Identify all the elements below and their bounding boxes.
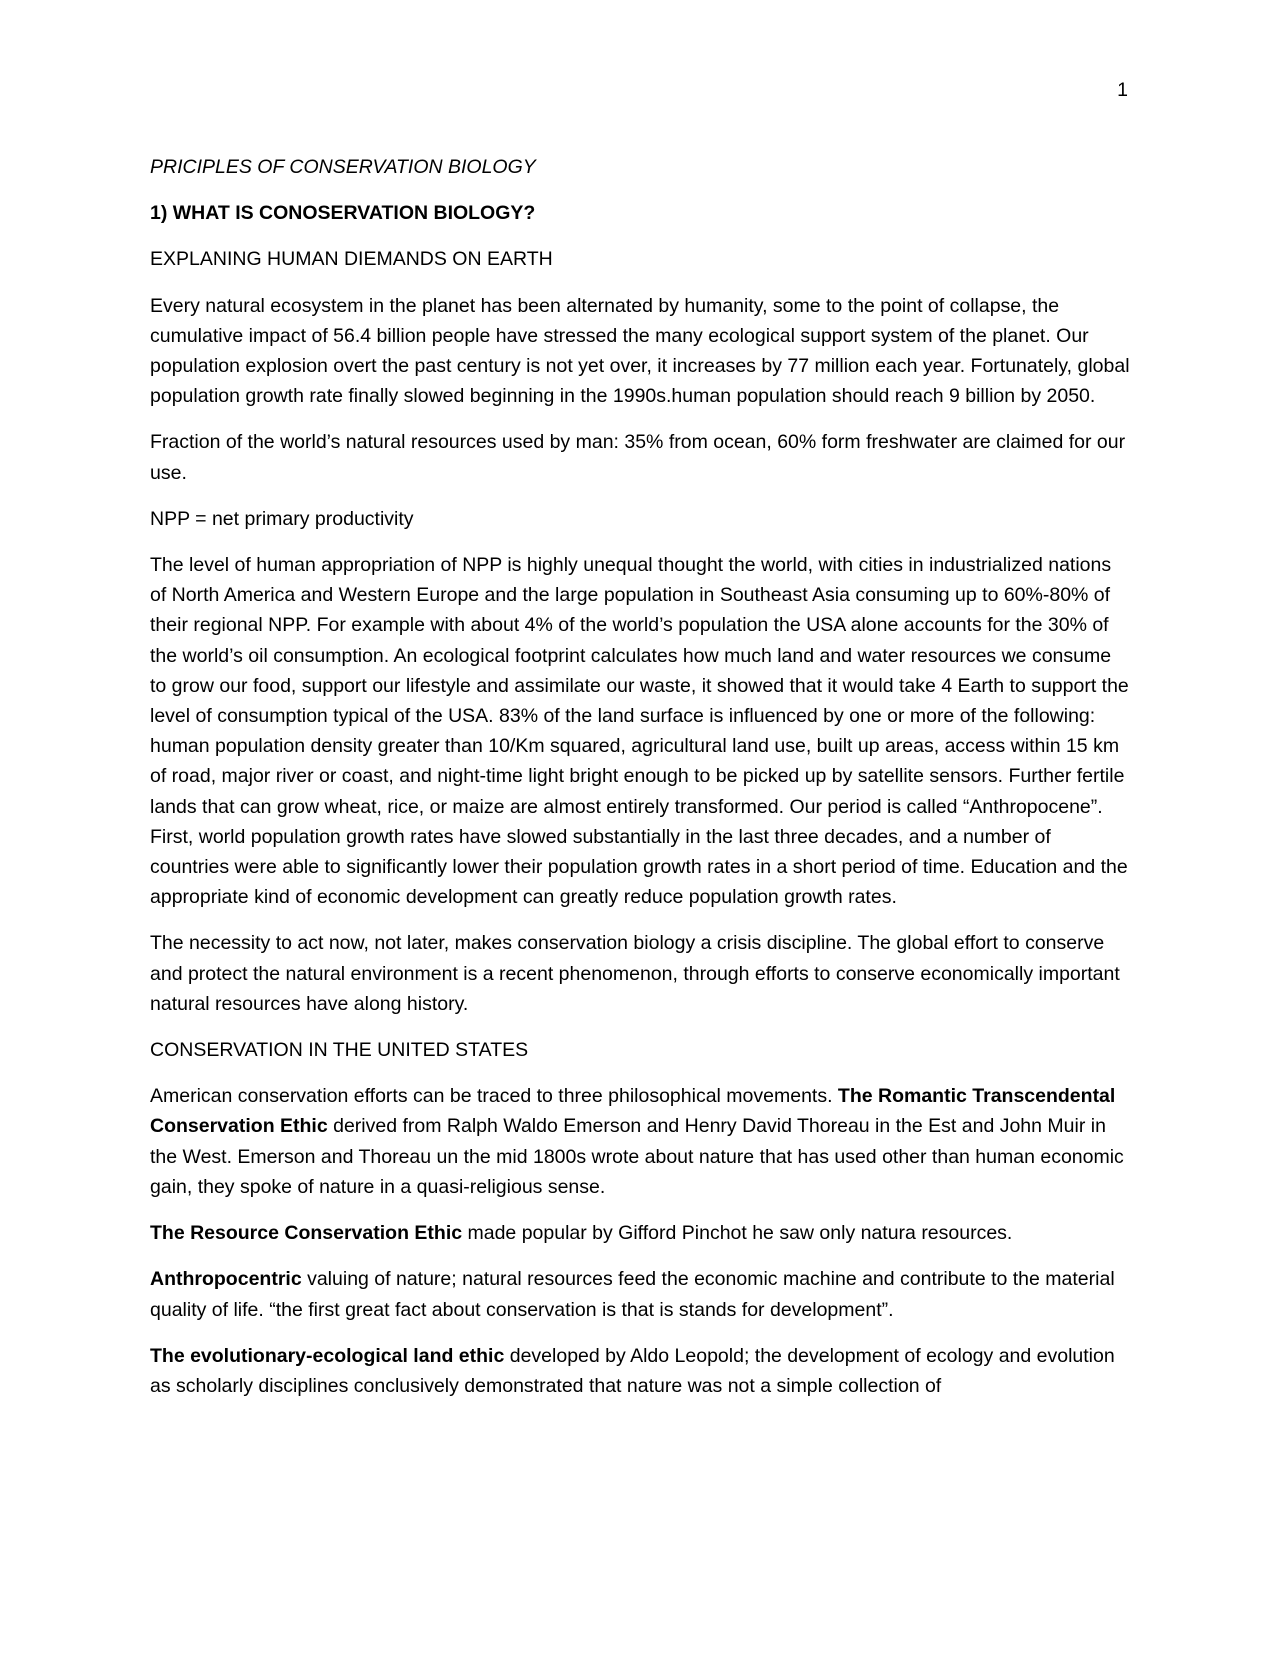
paragraph-resource-ethic <box>150 1218 1132 1248</box>
document-title: PRICIPLES OF CONSERVATION BIOLOGY <box>150 156 536 178</box>
paragraph-crisis-discipline: The necessity to act now, not later, makes conservation biology a crisis discipline. The global effort to conserve and protect the natural environment is a recent phenomenon, through efforts to conserve economically important natural resources have along history. <box>150 932 1120 1015</box>
paragraph-body-text: derived from Ralph Waldo Emerson and Henry David Thoreau in the Est and John Muir in the West. Emerson and Thoreau un the mid 1800s wrote about nature that has used other than human economic gain, they spoke of nature in a quasi-religious sense. <box>150 1115 1124 1198</box>
term-romantic-ethic: The Romantic Transcendental Conservation Ethic <box>150 1085 1116 1138</box>
document-body <box>150 152 1132 1417</box>
term-land-ethic: The evolutionary-ecological land ethic <box>150 1344 505 1367</box>
paragraph-body-text: made popular by Gifford Pinchot he saw only natura resources. <box>462 1222 1013 1245</box>
paragraph-body-text: valuing of nature; natural resources feed the economic machine and contribute to the material quality of life. “the first great fact about conservation is that is stands for development”. <box>150 1268 1115 1321</box>
paragraph-resource-fraction: Fraction of the world’s natural resources used by man: 35% from ocean, 60% form freshwater are claimed for our use. <box>150 431 1126 484</box>
paragraph-romantic-ethic <box>150 1081 1132 1202</box>
paragraph-land-ethic <box>150 1341 1132 1401</box>
paragraph-anthropocentric <box>150 1264 1132 1324</box>
term-resource-ethic: The Resource Conservation Ethic <box>150 1222 463 1245</box>
section-heading: 1) WHAT IS CONOSERVATION BIOLOGY? <box>150 202 536 225</box>
subheading-us-conservation: CONSERVATION IN THE UNITED STATES <box>150 1039 529 1062</box>
paragraph-npp-definition: NPP = net primary productivity <box>150 507 414 530</box>
paragraph-ecosystem-impact: Every natural ecosystem in the planet has been alternated by humanity, some to the point of collapse, the cumulative impact of 56.4 billion people have stressed the many ecological support system of the planet. Our population explosion overt the past century is not yet over, it increases by 77 million each year. Fortunately, global population growth rate finally slowed beginning in the 1990s.human population should reach 9 billion by 2050. <box>150 294 1130 408</box>
subheading-human-demands: EXPLANING HUMAN DIEMANDS ON EARTH <box>150 248 553 271</box>
paragraph-npp-appropriation: The level of human appropriation of NPP is highly unequal thought the world, with cities in industrialized nations of North America and Western Europe and the large population in Southeast Asia consuming up to 60%-80% of their regional NPP. For example with about 4% of the world’s population the USA alone accounts for the 30% of the world’s oil consumption. An ecological footprint calculates how much land and water resources we consume to grow our food, support our lifestyle and assimilate our waste, it showed that it would take 4 Earth to support the level of consumption typical of the USA. 83% of the land surface is influenced by one or more of the following: human population density greater than 10/Km squared, agricultural land use, built up areas, access within 15 km of road, major river or coast, and night-time light bright enough to be picked up by satellite sensors. Further fertile lands that can grow wheat, rice, or maize are almost entirely transformed. Our period is called “Anthropocene”. First, world population growth rates have slowed substantially in the last three decades, and a number of countries were able to significantly lower their population growth rates in a short period of time. Education and the appropriate kind of economic development can greatly reduce population growth rates. <box>150 554 1129 909</box>
term-anthropocentric: Anthropocentric <box>150 1268 302 1291</box>
paragraph-lead-text: American conservation efforts can be traced to three philosophical movements. <box>150 1085 838 1108</box>
page-number: 1 <box>1117 79 1128 101</box>
paragraph-body-text: developed by Aldo Leopold; the development of ecology and evolution as scholarly disciplines conclusively demonstrated that nature was not a simple collection of <box>150 1344 1115 1397</box>
